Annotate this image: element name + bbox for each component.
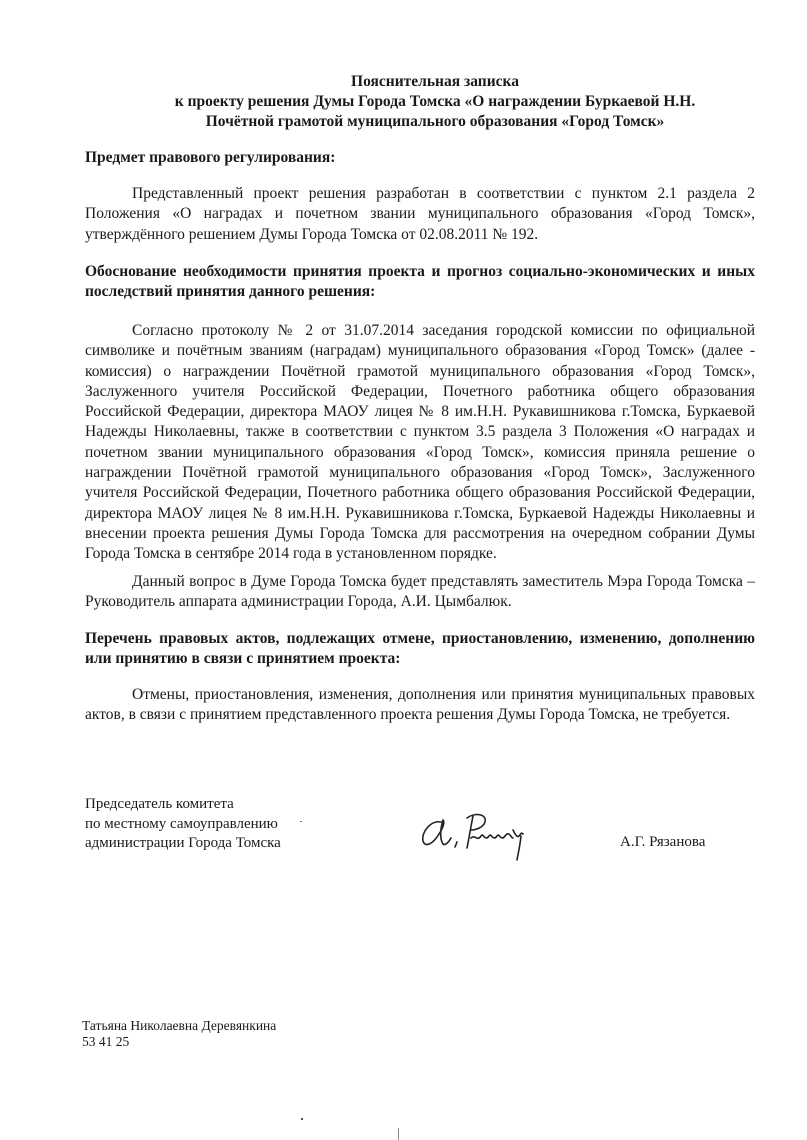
section-subject-paragraph: Представленный проект решения разработан в соответствии с пунктом 2.1 раздела 2 Положения «О наградах и почетном звании муниципального образования «Город Томск», утверждённого решением Думы Города Томска от 02.08.2011 № 192. — [85, 185, 755, 243]
section-heading-legal-acts: Перечень правовых актов, подлежащих отмене, приостановлению, изменению, дополнению или принятию в связи с принятием проекта: — [85, 630, 755, 667]
signatory-position-line-3: администрации Города Томска — [85, 835, 281, 851]
title-line-1: Пояснительная записка — [351, 73, 519, 90]
contact-name: Татьяна Николаевна Деревянкина — [82, 1018, 277, 1033]
title-line-3: Почётной грамотой муниципального образования «Город Томск» — [205, 113, 665, 130]
section-justification-paragraph-2: Данный вопрос в Думе Города Томска будет представлять заместитель Мэра Города Томска – Руководитель аппарата администрации Города, А.И. Цымбалюк. — [85, 573, 755, 611]
signatory-name: А.Г. Рязанова — [620, 834, 706, 850]
signatory-position — [85, 795, 281, 854]
handwritten-signature — [415, 808, 535, 863]
title-line-2: к проекту решения Думы Города Томска «О награждении Буркаевой Н.Н. — [174, 93, 696, 110]
section-heading-justification: Обоснование необходимости принятия проекта и прогноз социально-экономических и иных последствий принятия данного решения: — [85, 263, 755, 300]
document-title — [80, 72, 790, 132]
section-justification-paragraph-1: Согласно протоколу № 2 от 31.07.2014 заседания городской комиссии по официальной символике и почётным званиям (наградам) муниципального образования «Город Томск» (далее - комиссия) о награждении Почётной грамотой муниципального образования «Город Томск», Заслуженного учителя Российской Федерации, Почетного работника общего образования Российской Федерации, директора МАОУ лицея № 8 им.Н.Н. Рукавишникова г.Томска, Буркаевой Надежды Николаевны, также в соответствии с пунктом 3.5 раздела 3 Положения «О наградах и почетном звании муниципального образования «Город Томск», комиссия приняла решение о награждении Почётной грамотой муниципального образования «Город Томск», Заслуженного учителя Российской Федерации, Почетного работника общего образования Российской Федерации, директора МАОУ лицея № 8 им.Н.Н. Рукавишникова г.Томска, Буркаевой Надежды Николаевны и внесении проекта решения Думы Города Томска для рассмотрения на очередном собрании Думы Города Томска в сентябре 2014 года в установленном порядке. — [85, 322, 755, 563]
scan-line-artifact — [398, 1128, 399, 1140]
section-heading-subject: Предмет правового регулирования: — [85, 149, 336, 166]
signatory-position-line-1: Председатель комитета — [85, 796, 234, 812]
section-legal-acts-paragraph: Отмены, приостановления, изменения, дополнения или принятия муниципальных правовых актов, в связи с принятием представленного проекта решения Думы Города Томска, не требуется. — [85, 686, 755, 724]
contact-phone: 53 41 25 — [82, 1034, 130, 1049]
contact-block — [82, 1018, 276, 1050]
scan-speck — [301, 1118, 303, 1120]
scan-speck — [300, 821, 302, 822]
signatory-position-line-2: по местному самоуправлению — [85, 815, 278, 832]
